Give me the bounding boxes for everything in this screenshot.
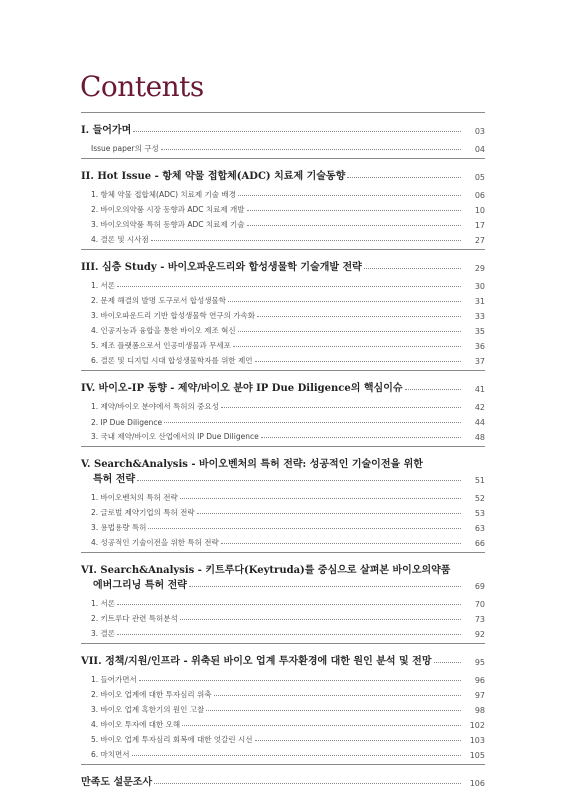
subitem-title: 3. 바이오의약품 특허 동향과 ADC 치료제 기술	[91, 220, 245, 229]
dot-leader	[151, 240, 461, 241]
toc-subitem[interactable]	[81, 700, 485, 715]
toc-subitem[interactable]	[81, 336, 485, 351]
toc-subitem[interactable]	[81, 715, 485, 730]
section-title: 만족도 설문조사	[81, 777, 153, 788]
dot-leader	[247, 225, 461, 226]
dot-leader	[154, 783, 461, 784]
subitem-title: 4. 인공지능과 융합을 통한 바이오 제조 혁신	[91, 326, 236, 335]
page-number: 04	[474, 145, 485, 154]
subitem-title: 2. IP Due Diligence	[91, 418, 163, 427]
dot-leader	[197, 513, 461, 514]
dot-leader	[206, 710, 461, 711]
subitem-title: 4. 바이오 투자에 대한 오해	[91, 720, 181, 729]
toc-subitem[interactable]	[81, 185, 485, 200]
page-number: 103	[469, 736, 485, 745]
subitem-title: 2. 바이오의약품 시장 동향과 ADC 치료제 개발	[91, 205, 245, 214]
dot-leader	[221, 543, 461, 544]
toc-subitem[interactable]	[81, 321, 485, 336]
dot-leader	[233, 346, 461, 347]
page-number: 97	[474, 691, 485, 700]
toc-section	[81, 552, 485, 643]
toc-section	[81, 112, 485, 158]
dot-leader	[117, 634, 461, 635]
toc-subitem[interactable]	[81, 594, 485, 609]
toc-subitem[interactable]	[81, 427, 485, 442]
subitem-title: Issue paper의 구성	[91, 144, 159, 153]
toc-subitem[interactable]	[81, 609, 485, 624]
toc-subitem[interactable]	[81, 412, 485, 427]
dot-leader	[137, 480, 461, 481]
toc-subitem[interactable]	[81, 306, 485, 321]
page-number: 70	[474, 600, 485, 609]
page-number: 05	[474, 173, 485, 182]
subitem-title: 4. 성공적인 기술이전을 위한 특허 전략	[91, 538, 219, 547]
page-number: 63	[474, 524, 485, 533]
page-number: 73	[474, 615, 485, 624]
section-title: I. 들어가며	[81, 125, 132, 136]
page-number: 31	[474, 297, 485, 306]
toc-subitem-list	[81, 185, 485, 249]
dot-leader	[148, 528, 461, 529]
table-of-contents	[81, 112, 485, 791]
toc-subitem-list	[81, 276, 485, 370]
section-title: III. 심층 Study - 바이오파운드리와 합성생물학 기술개발 전략	[81, 262, 362, 273]
section-title: IV. 바이오-IP 동향 - 제약/바이오 분야 IP Due Diligence의 핵심이슈	[81, 383, 403, 394]
subitem-title: 2. 글로벌 제약기업의 특허 전략	[91, 508, 195, 517]
subitem-title: 2. 키트루다 관련 특허분석	[91, 614, 178, 623]
subitem-title: 6. 결론 및 디지털 시대 합성생물학자를 위한 제언	[91, 356, 253, 365]
subitem-title: 3. 국내 제약/바이오 산업에서의 IP Due Diligence	[91, 432, 259, 441]
dot-leader	[247, 210, 461, 211]
dot-leader	[164, 422, 461, 423]
toc-subitem-list	[81, 670, 485, 764]
toc-subitem[interactable]	[81, 276, 485, 291]
toc-section	[81, 446, 485, 552]
toc-subitem[interactable]	[81, 200, 485, 215]
page-number: 92	[474, 630, 485, 639]
toc-subitem[interactable]	[81, 503, 485, 518]
page-number: 27	[474, 236, 485, 245]
dot-leader	[132, 755, 461, 756]
subitem-title: 1. 들어가면서	[91, 675, 137, 684]
page-number: 95	[474, 658, 485, 667]
dot-leader	[189, 586, 461, 587]
toc-subitem-list	[81, 594, 485, 643]
toc-subitem[interactable]	[81, 230, 485, 245]
section-title: VII. 정책/지원/인프라 - 위축된 바이오 업계 투자환경에 대한 원인 분석 및 전망	[81, 656, 432, 667]
section-title-line1: V. Search&Analysis - 바이오벤처의 특허 전략: 성공적인 기술이전을 위한	[81, 459, 423, 470]
subitem-title: 2. 바이오 업계에 대한 투자심리 위축	[91, 690, 212, 699]
dot-leader	[255, 740, 462, 741]
toc-subitem[interactable]	[81, 730, 485, 745]
page-number: 42	[474, 403, 485, 412]
subitem-title: 3. 용법용량 특허	[91, 523, 147, 532]
toc-subitem-list	[81, 397, 485, 446]
page-number: 52	[474, 494, 485, 503]
page-number: 69	[474, 582, 485, 591]
dot-leader	[434, 662, 462, 663]
subitem-title: 2. 문제 해결의 발명 도구로서 합성생물학	[91, 296, 226, 305]
toc-section-heading[interactable]	[81, 159, 485, 185]
toc-section-heading[interactable]	[81, 113, 485, 139]
toc-section-heading[interactable]	[81, 371, 485, 397]
section-title-line2: 에버그리닝 특허 전략	[93, 580, 187, 591]
dot-leader	[117, 286, 461, 287]
dot-leader	[228, 301, 461, 302]
dot-leader	[221, 407, 461, 408]
page-number: 33	[474, 312, 485, 321]
page-number: 30	[474, 282, 485, 291]
dot-leader	[238, 195, 461, 196]
toc-subitem[interactable]	[81, 139, 485, 154]
dot-leader	[364, 268, 461, 269]
page-number: 41	[474, 385, 485, 394]
page-number: 53	[474, 509, 485, 518]
toc-subitem[interactable]	[81, 533, 485, 548]
page-number: 106	[469, 779, 485, 788]
toc-subitem[interactable]	[81, 685, 485, 700]
dot-leader	[139, 680, 461, 681]
subitem-title: 6. 마치면서	[91, 750, 130, 759]
subitem-title: 1. 제약/바이오 분야에서 특허의 중요성	[91, 402, 219, 411]
toc-section	[81, 158, 485, 249]
page-number: 44	[474, 418, 485, 427]
page-number: 105	[469, 751, 485, 760]
page-number: 96	[474, 676, 485, 685]
toc-section	[81, 370, 485, 446]
toc-subitem[interactable]	[81, 397, 485, 412]
toc-subitem[interactable]	[81, 351, 485, 366]
dot-leader	[117, 604, 461, 605]
subitem-title: 5. 제조 플랫폼으로서 인공미생물과 무세포	[91, 341, 231, 350]
subitem-title: 1. 항체 약물 접합체(ADC) 치료제 기술 배경	[91, 190, 236, 199]
subitem-title: 4. 결론 및 시사점	[91, 235, 149, 244]
page-number: 10	[474, 206, 485, 215]
page-number: 51	[474, 476, 485, 485]
toc-section-heading[interactable]	[81, 447, 485, 488]
toc-subitem[interactable]	[81, 488, 485, 503]
page-number: 35	[474, 327, 485, 336]
dot-leader	[261, 437, 461, 438]
dot-leader	[238, 331, 461, 332]
toc-subitem[interactable]	[81, 215, 485, 230]
page-number: 98	[474, 706, 485, 715]
section-title-line2: 특허 전략	[93, 474, 136, 485]
toc-section	[81, 764, 485, 791]
dot-leader	[214, 695, 461, 696]
subitem-title: 1. 서론	[91, 599, 116, 608]
toc-subitem[interactable]	[81, 745, 485, 760]
toc-section	[81, 643, 485, 764]
page-number: 03	[474, 127, 485, 136]
dot-leader	[180, 498, 461, 499]
subitem-title: 3. 결론	[91, 629, 116, 638]
subitem-title: 1. 바이오벤처의 특허 전략	[91, 493, 178, 502]
page-title: Contents	[80, 70, 204, 103]
toc-section-heading[interactable]	[81, 553, 485, 594]
section-title: II. Hot Issue - 항체 약물 접합체(ADC) 치료제 기술동향	[81, 171, 346, 182]
dot-leader	[405, 389, 461, 390]
toc-section-heading[interactable]	[81, 644, 485, 670]
dot-leader	[182, 725, 461, 726]
dot-leader	[257, 316, 461, 317]
subitem-title: 3. 바이오파운드리 기반 합성생물학 연구의 가속화	[91, 311, 255, 320]
dot-leader	[347, 177, 461, 178]
page-number: 48	[474, 433, 485, 442]
toc-subitem[interactable]	[81, 670, 485, 685]
page-number: 66	[474, 539, 485, 548]
page-number: 36	[474, 342, 485, 351]
section-title-line1: VI. Search&Analysis - 키트루다(Keytruda)를 중심으로 살펴본 바이오의약품	[81, 565, 451, 576]
subitem-title: 5. 바이오 업계 투자심리 회복에 대한 엇갈린 시선	[91, 735, 253, 744]
page-number: 06	[474, 191, 485, 200]
toc-subitem[interactable]	[81, 624, 485, 639]
page-number: 37	[474, 357, 485, 366]
toc-section-heading[interactable]	[81, 765, 485, 791]
toc-subitem-list	[81, 488, 485, 552]
toc-subitem-list	[81, 139, 485, 158]
subitem-title: 3. 바이오 업계 혹한기의 원인 고찰	[91, 705, 205, 714]
page-number: 102	[469, 721, 485, 730]
toc-section	[81, 249, 485, 370]
dot-leader	[161, 149, 461, 150]
dot-leader	[255, 361, 462, 362]
page-number: 17	[474, 221, 485, 230]
toc-subitem[interactable]	[81, 518, 485, 533]
dot-leader	[180, 619, 461, 620]
toc-subitem[interactable]	[81, 291, 485, 306]
toc-section-heading[interactable]	[81, 250, 485, 276]
subitem-title: 1. 서론	[91, 281, 116, 290]
dot-leader	[133, 131, 461, 132]
page-number: 29	[474, 264, 485, 273]
